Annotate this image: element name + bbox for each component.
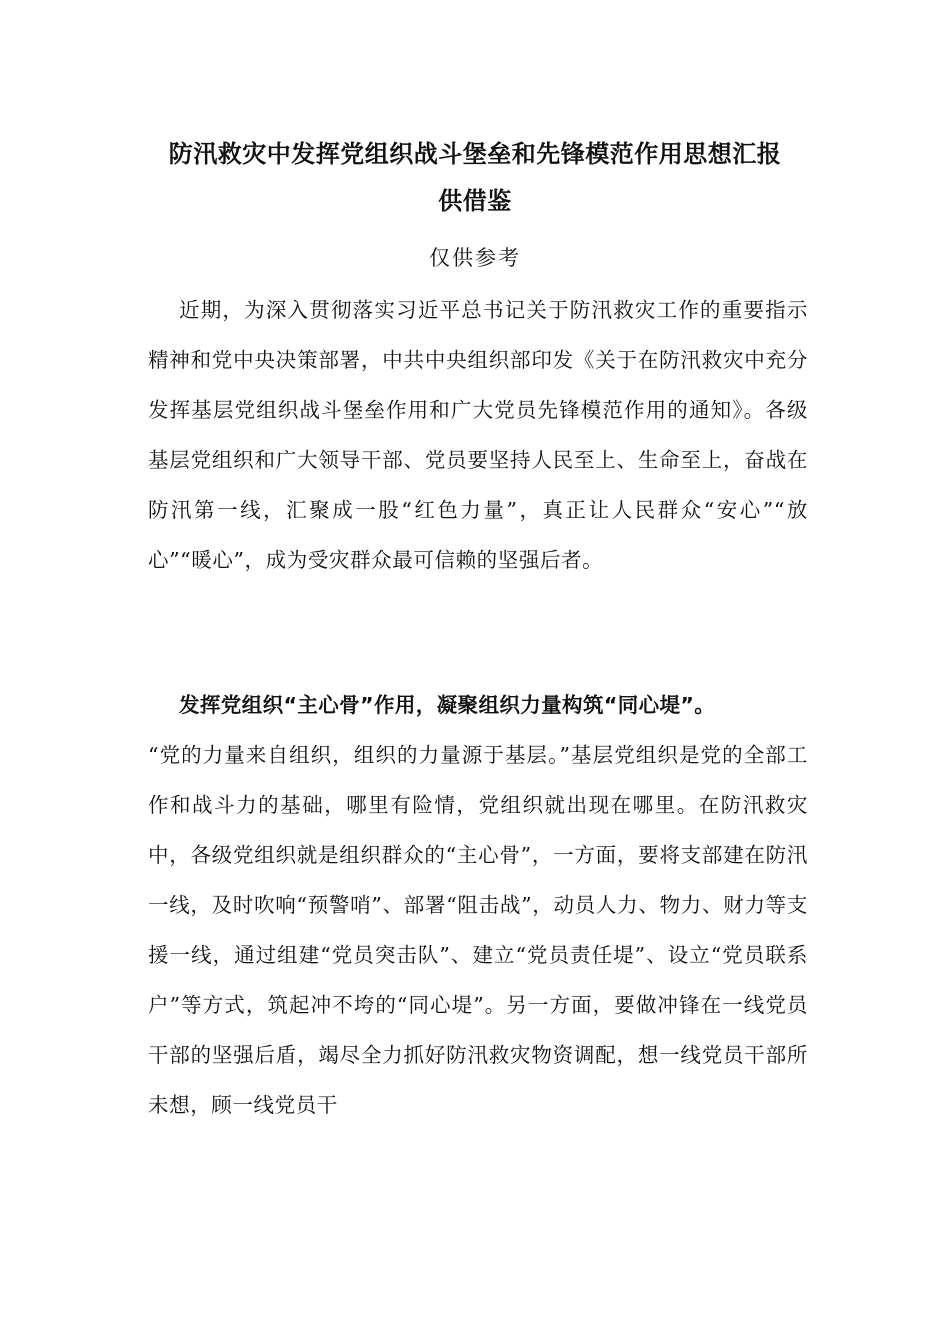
body-paragraph-1: 近期，为深入贯彻落实习近平总书记关于防汛救灾工作的重要指示精神和党中央决策部署，中共中央组织部印发《关于在防汛救灾中充分发挥基层党组织战斗堡垒作用和广大党员先锋模范作用的通知》。各级基层党组织和广大领导干部、党员要坚持人民至上、生命至上，奋战在防汛第一线，汇聚成一股“红色力量”，真正让人民群众“安心”“放心”“暖心”，成为受灾群众最可信赖的坚强后者。 bbox=[148, 298, 808, 572]
section-heading: 发挥党组织“主心骨”作用，凝聚组织力量构筑“同心堤”。 bbox=[179, 693, 716, 717]
document-title-line-2: 供借鉴 bbox=[438, 187, 512, 215]
document-title-line-1: 防汛救灾中发挥党组织战斗堡垒和先锋模范作用思想汇报 bbox=[168, 140, 782, 168]
body-paragraph-2: “党的力量来自组织，组织的力量源于基层。”基层党组织是党的全部工作和战斗力的基础，哪里有险情，党组织就出现在哪里。在防汛救灾中，各级党组织就是组织群众的“主心骨”，一方面，要将支部建在防汛一线，及时吹响“预警哨”、部署“阻击战”，动员人力、物力、财力等支援一线，通过组建“党员突击队”、建立“党员责任堤”、设立“党员联系户”等方式，筑起冲不垮的“同心堤”。另一方面，要做冲锋在一线党员干部的坚强后盾，竭尽全力抓好防汛救灾物资调配，想一线党员干部所未想，顾一线党员干 bbox=[148, 743, 808, 1117]
document-subtitle: 仅供参考 bbox=[429, 246, 521, 270]
